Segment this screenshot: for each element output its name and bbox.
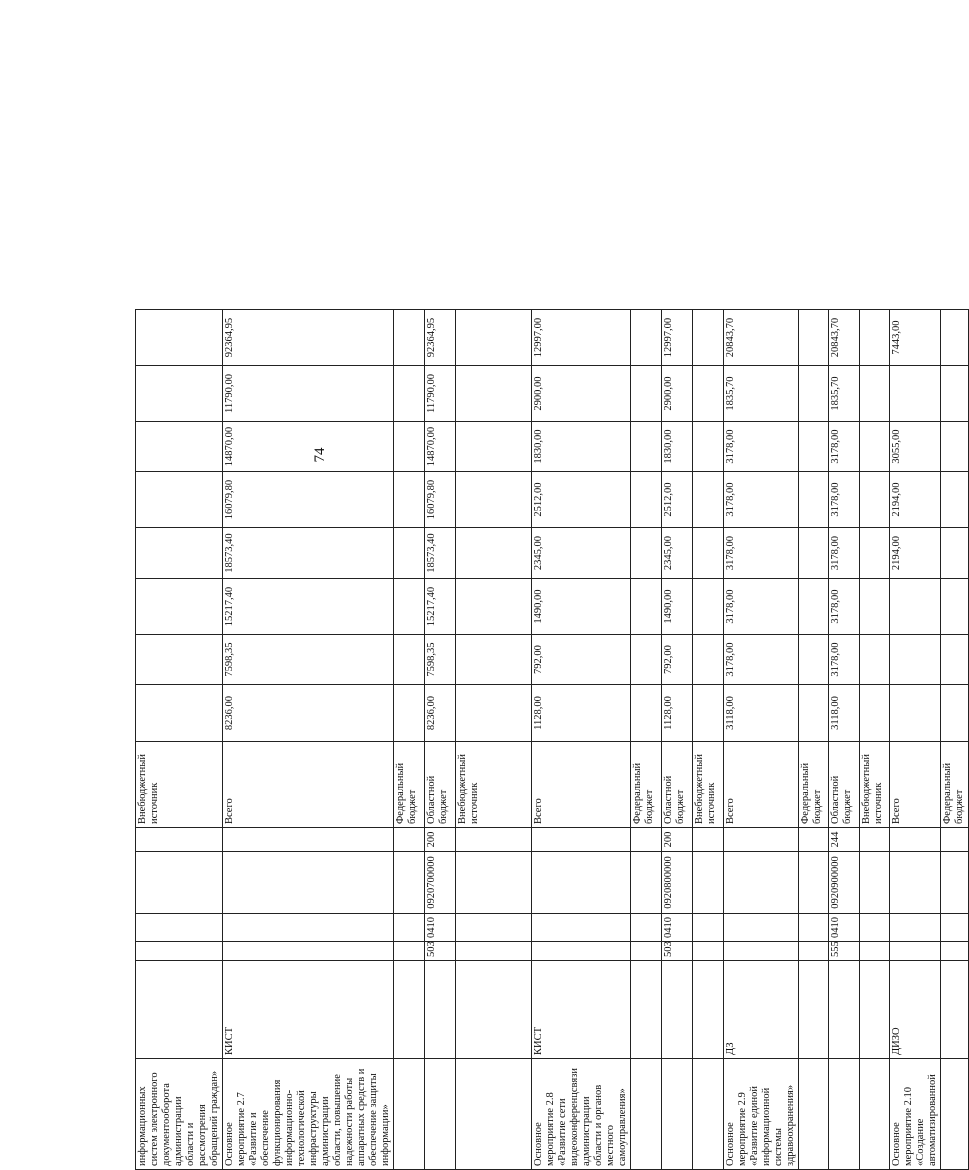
cell-vr: 200 <box>662 828 693 852</box>
table-row <box>693 310 724 1170</box>
cell-total <box>394 310 425 366</box>
cell-total: 92364,95 <box>425 310 456 366</box>
cell-total: 12997,00 <box>662 310 693 366</box>
cell-total <box>631 310 662 366</box>
cell-y1 <box>890 685 941 742</box>
cell-csr <box>799 852 829 914</box>
cell-y7 <box>941 366 969 422</box>
cell-y2 <box>394 635 425 685</box>
cell-rz-pr <box>860 914 890 942</box>
cell-grbs <box>532 942 631 961</box>
budget-table <box>135 309 969 1170</box>
cell-vr <box>941 828 969 852</box>
cell-y7: 2900,00 <box>662 366 693 422</box>
cell-vr <box>799 828 829 852</box>
cell-grbs <box>456 942 532 961</box>
cell-y3: 3178,00 <box>829 579 860 635</box>
cell-y5: 3178,00 <box>829 472 860 528</box>
cell-executor: КИСТ <box>532 961 631 1059</box>
cell-executor <box>860 961 890 1059</box>
cell-total: 92364,95 <box>223 310 394 366</box>
cell-y1 <box>941 685 969 742</box>
cell-executor <box>456 961 532 1059</box>
cell-grbs <box>860 942 890 961</box>
cell-y1: 1128,00 <box>532 685 631 742</box>
cell-csr: 0920700000 <box>425 852 456 914</box>
cell-total <box>941 310 969 366</box>
table-row <box>223 310 394 1170</box>
cell-source: Федеральный бюджет <box>394 742 425 828</box>
cell-total: 20843,70 <box>829 310 860 366</box>
cell-y4: 2345,00 <box>662 528 693 579</box>
cell-name: Основное мероприятие 2.7 «Развитие и обеспечение функционирования информационно-технологической инфраструктуры администрации области, повышение надежности работы аппаратных средств и обеспечение защиты информации» <box>223 1059 394 1170</box>
cell-y5 <box>136 472 223 528</box>
cell-source: Областной бюджет <box>425 742 456 828</box>
cell-source: Внебюджетный источник <box>136 742 223 828</box>
table-row <box>662 310 693 1170</box>
cell-y5 <box>631 472 662 528</box>
cell-y2 <box>136 635 223 685</box>
page-number: 74 <box>312 447 328 463</box>
cell-y5: 2512,00 <box>662 472 693 528</box>
cell-executor <box>136 961 223 1059</box>
cell-source: Всего <box>532 742 631 828</box>
cell-y1: 3118,00 <box>724 685 799 742</box>
cell-y4: 18573,40 <box>223 528 394 579</box>
cell-y6 <box>799 422 829 472</box>
cell-total <box>799 310 829 366</box>
cell-y5 <box>394 472 425 528</box>
cell-executor <box>799 961 829 1059</box>
cell-executor <box>394 961 425 1059</box>
cell-grbs <box>724 942 799 961</box>
cell-y4: 3178,00 <box>829 528 860 579</box>
cell-name <box>425 1059 456 1170</box>
cell-total <box>136 310 223 366</box>
cell-grbs <box>693 942 724 961</box>
cell-rz-pr: 0410 <box>829 914 860 942</box>
cell-y7 <box>693 366 724 422</box>
cell-y3 <box>394 579 425 635</box>
cell-y3: 1490,00 <box>662 579 693 635</box>
cell-y3: 1490,00 <box>532 579 631 635</box>
cell-y1 <box>799 685 829 742</box>
cell-vr <box>456 828 532 852</box>
cell-executor: ДЗ <box>724 961 799 1059</box>
cell-y2 <box>456 635 532 685</box>
cell-y7 <box>136 366 223 422</box>
table-row <box>394 310 425 1170</box>
table-row <box>941 310 969 1170</box>
cell-rz-pr <box>724 914 799 942</box>
cell-executor <box>829 961 860 1059</box>
cell-y7 <box>890 366 941 422</box>
cell-y3 <box>941 579 969 635</box>
cell-csr <box>693 852 724 914</box>
table-row <box>456 310 532 1170</box>
cell-y6 <box>136 422 223 472</box>
cell-vr <box>136 828 223 852</box>
cell-y5 <box>799 472 829 528</box>
table-row <box>829 310 860 1170</box>
cell-executor: КИСТ <box>223 961 394 1059</box>
cell-y6: 3178,00 <box>829 422 860 472</box>
cell-name <box>394 1059 425 1170</box>
cell-y5: 16079,80 <box>425 472 456 528</box>
cell-csr <box>136 852 223 914</box>
cell-grbs <box>941 942 969 961</box>
cell-name <box>799 1059 829 1170</box>
cell-y4 <box>860 528 890 579</box>
cell-y4 <box>136 528 223 579</box>
cell-y5 <box>941 472 969 528</box>
cell-total: 12997,00 <box>532 310 631 366</box>
cell-y6 <box>860 422 890 472</box>
cell-rz-pr: 0410 <box>425 914 456 942</box>
cell-y6: 3178,00 <box>724 422 799 472</box>
cell-y6: 14870,00 <box>425 422 456 472</box>
cell-y4 <box>693 528 724 579</box>
cell-vr <box>693 828 724 852</box>
cell-executor <box>941 961 969 1059</box>
budget-table-container <box>135 310 965 1170</box>
cell-y6 <box>631 422 662 472</box>
cell-total: 7443,00 <box>890 310 941 366</box>
cell-grbs <box>631 942 662 961</box>
cell-y5 <box>860 472 890 528</box>
cell-y6: 3055,00 <box>890 422 941 472</box>
cell-rz-pr <box>136 914 223 942</box>
cell-y1 <box>631 685 662 742</box>
cell-name <box>456 1059 532 1170</box>
cell-y6 <box>394 422 425 472</box>
cell-csr <box>631 852 662 914</box>
cell-y4: 18573,40 <box>425 528 456 579</box>
cell-vr <box>860 828 890 852</box>
cell-y2: 792,00 <box>532 635 631 685</box>
cell-y6: 1830,00 <box>662 422 693 472</box>
cell-name <box>941 1059 969 1170</box>
cell-y6 <box>456 422 532 472</box>
cell-source: Внебюджетный источник <box>693 742 724 828</box>
cell-rz-pr <box>941 914 969 942</box>
cell-y4 <box>941 528 969 579</box>
cell-executor <box>662 961 693 1059</box>
cell-csr: 0920900000 <box>829 852 860 914</box>
cell-y2: 792,00 <box>662 635 693 685</box>
cell-y2 <box>941 635 969 685</box>
cell-csr <box>941 852 969 914</box>
cell-grbs <box>799 942 829 961</box>
table-row <box>532 310 631 1170</box>
cell-y3: 3178,00 <box>724 579 799 635</box>
cell-y4 <box>394 528 425 579</box>
cell-vr: 244 <box>829 828 860 852</box>
cell-name: Основное мероприятие 2.8 «Развитие сети видеоконференцсвязи администрации области и органов местного самоуправления» <box>532 1059 631 1170</box>
cell-rz-pr <box>693 914 724 942</box>
cell-grbs: 503 <box>425 942 456 961</box>
cell-y6: 14870,00 <box>223 422 394 472</box>
cell-y1 <box>860 685 890 742</box>
cell-name <box>829 1059 860 1170</box>
cell-vr <box>724 828 799 852</box>
cell-vr: 200 <box>425 828 456 852</box>
cell-y2: 7598,35 <box>425 635 456 685</box>
cell-executor <box>631 961 662 1059</box>
cell-csr <box>532 852 631 914</box>
cell-grbs <box>394 942 425 961</box>
cell-grbs <box>890 942 941 961</box>
cell-total <box>456 310 532 366</box>
cell-y3 <box>456 579 532 635</box>
cell-source: Внебюджетный источник <box>456 742 532 828</box>
cell-y6: 1830,00 <box>532 422 631 472</box>
cell-y7 <box>860 366 890 422</box>
cell-grbs <box>223 942 394 961</box>
cell-source: Внебюджетный источник <box>860 742 890 828</box>
cell-y2 <box>693 635 724 685</box>
cell-grbs <box>136 942 223 961</box>
cell-name: Основное мероприятие 2.10 «Создание автоматизированной <box>890 1059 941 1170</box>
cell-rz-pr <box>223 914 394 942</box>
cell-y2 <box>799 635 829 685</box>
table-row <box>425 310 456 1170</box>
table-row <box>631 310 662 1170</box>
cell-y4 <box>631 528 662 579</box>
cell-y6 <box>941 422 969 472</box>
cell-vr <box>394 828 425 852</box>
table-row <box>799 310 829 1170</box>
cell-y2: 3178,00 <box>829 635 860 685</box>
cell-y7 <box>394 366 425 422</box>
cell-y7: 1835,70 <box>724 366 799 422</box>
cell-source: Всего <box>724 742 799 828</box>
cell-rz-pr <box>631 914 662 942</box>
cell-vr <box>223 828 394 852</box>
cell-y3 <box>693 579 724 635</box>
cell-y2: 3178,00 <box>724 635 799 685</box>
cell-total <box>693 310 724 366</box>
cell-total <box>860 310 890 366</box>
cell-csr: 0920800000 <box>662 852 693 914</box>
cell-csr <box>394 852 425 914</box>
cell-executor <box>425 961 456 1059</box>
cell-y1: 1128,00 <box>662 685 693 742</box>
cell-vr <box>631 828 662 852</box>
table-row <box>136 310 223 1170</box>
cell-csr <box>456 852 532 914</box>
cell-csr <box>890 852 941 914</box>
cell-y1 <box>394 685 425 742</box>
cell-source: Областной бюджет <box>829 742 860 828</box>
cell-y3 <box>860 579 890 635</box>
table-row <box>724 310 799 1170</box>
cell-y2 <box>890 635 941 685</box>
cell-y5 <box>456 472 532 528</box>
cell-y6 <box>693 422 724 472</box>
cell-y3 <box>799 579 829 635</box>
cell-y3 <box>890 579 941 635</box>
cell-y4 <box>456 528 532 579</box>
cell-y7 <box>799 366 829 422</box>
cell-y4: 2194,00 <box>890 528 941 579</box>
cell-y4: 2345,00 <box>532 528 631 579</box>
cell-y3: 15217,40 <box>223 579 394 635</box>
cell-y7 <box>456 366 532 422</box>
cell-y5: 2194,00 <box>890 472 941 528</box>
cell-source: Областной бюджет <box>662 742 693 828</box>
cell-y1 <box>456 685 532 742</box>
cell-name <box>860 1059 890 1170</box>
cell-rz-pr <box>799 914 829 942</box>
cell-rz-pr <box>890 914 941 942</box>
cell-y1 <box>693 685 724 742</box>
cell-y3 <box>631 579 662 635</box>
cell-y1: 8236,00 <box>223 685 394 742</box>
cell-executor <box>693 961 724 1059</box>
cell-source: Федеральный бюджет <box>799 742 829 828</box>
table-row <box>890 310 941 1170</box>
cell-rz-pr <box>456 914 532 942</box>
cell-y1 <box>136 685 223 742</box>
cell-rz-pr <box>532 914 631 942</box>
cell-y7: 11790,00 <box>223 366 394 422</box>
cell-y3: 15217,40 <box>425 579 456 635</box>
cell-y3 <box>136 579 223 635</box>
cell-source: Федеральный бюджет <box>941 742 969 828</box>
cell-vr <box>890 828 941 852</box>
cell-y1: 8236,00 <box>425 685 456 742</box>
cell-grbs: 555 <box>829 942 860 961</box>
cell-y2: 7598,35 <box>223 635 394 685</box>
cell-rz-pr: 0410 <box>662 914 693 942</box>
cell-source: Федеральный бюджет <box>631 742 662 828</box>
cell-vr <box>532 828 631 852</box>
cell-y7 <box>631 366 662 422</box>
cell-y4: 3178,00 <box>724 528 799 579</box>
cell-csr <box>724 852 799 914</box>
cell-name: информационных систем электронного документооборота администрации области и рассмотрения обращений граждан» <box>136 1059 223 1170</box>
cell-name <box>631 1059 662 1170</box>
cell-y7: 11790,00 <box>425 366 456 422</box>
cell-csr <box>860 852 890 914</box>
cell-y7: 2900,00 <box>532 366 631 422</box>
cell-csr <box>223 852 394 914</box>
cell-executor: ДИЗО <box>890 961 941 1059</box>
cell-total: 20843,70 <box>724 310 799 366</box>
cell-y5: 3178,00 <box>724 472 799 528</box>
cell-source: Всего <box>223 742 394 828</box>
cell-y5: 16079,80 <box>223 472 394 528</box>
cell-y7: 1835,70 <box>829 366 860 422</box>
cell-source: Всего <box>890 742 941 828</box>
cell-name <box>693 1059 724 1170</box>
cell-y2 <box>860 635 890 685</box>
cell-name <box>662 1059 693 1170</box>
cell-y5: 2512,00 <box>532 472 631 528</box>
table-row <box>860 310 890 1170</box>
cell-y5 <box>693 472 724 528</box>
cell-rz-pr <box>394 914 425 942</box>
cell-y1: 3118,00 <box>829 685 860 742</box>
cell-y2 <box>631 635 662 685</box>
cell-name: Основное мероприятие 2.9 «Развитие единой информационной системы здравоохранения» <box>724 1059 799 1170</box>
cell-y4 <box>799 528 829 579</box>
cell-grbs: 503 <box>662 942 693 961</box>
